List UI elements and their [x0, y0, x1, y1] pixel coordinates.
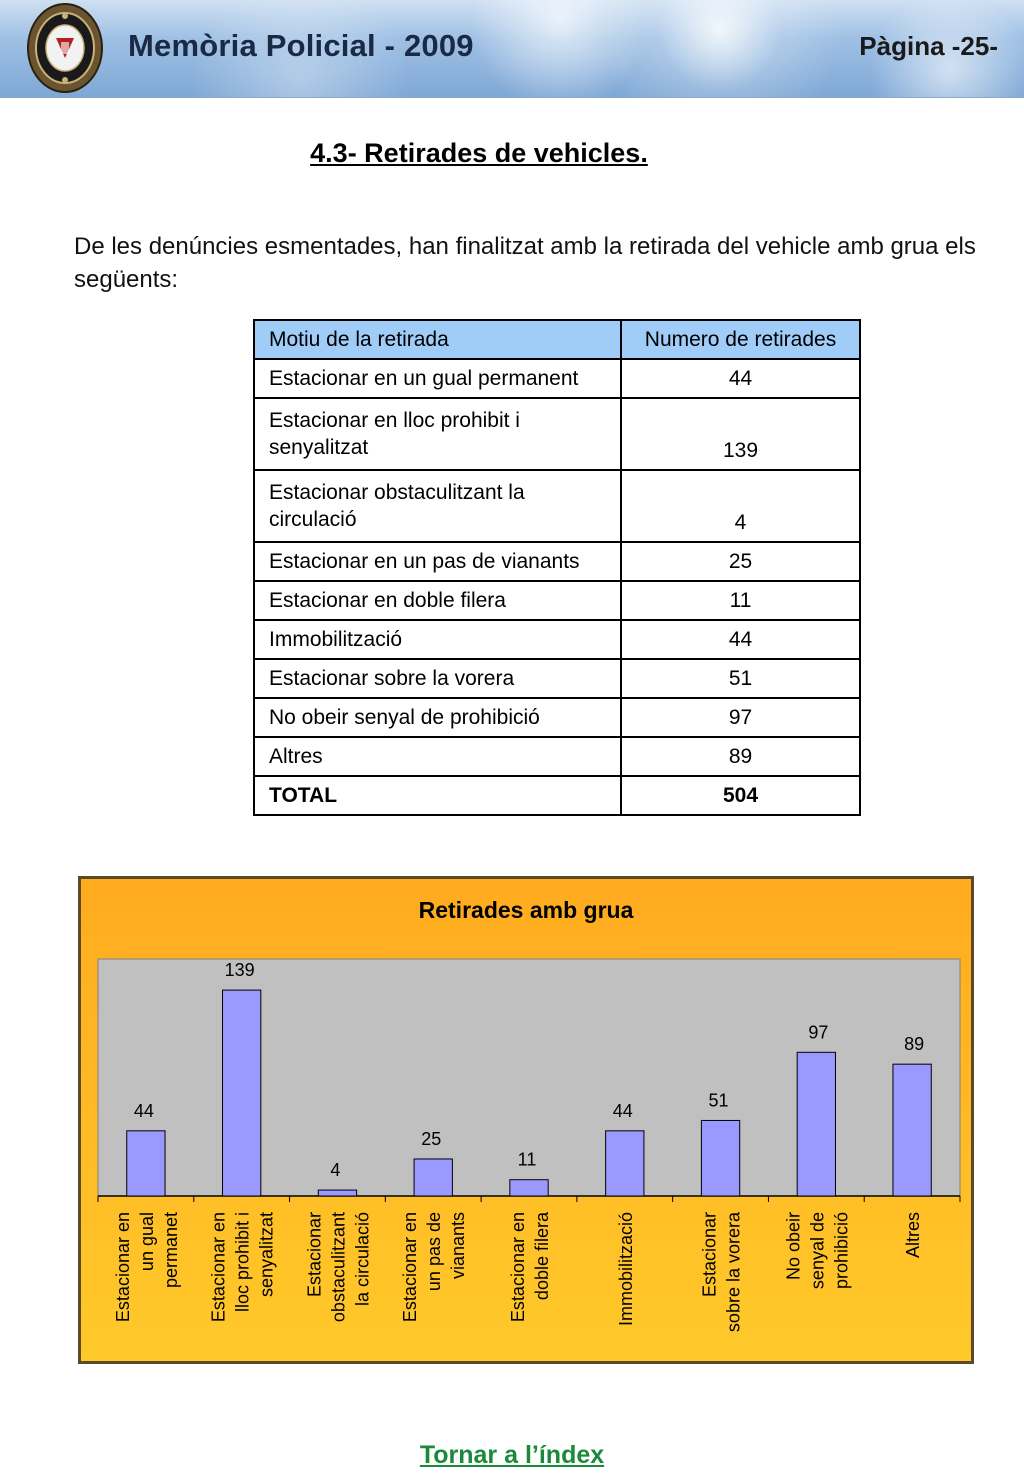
category-label-line: Estacionar en: [400, 1212, 421, 1323]
cell-motiu: Estacionar en un pas de vianants: [254, 542, 621, 581]
table-row: [254, 698, 860, 737]
cell-valor: 139: [621, 398, 860, 470]
category-label-line: un pas de: [424, 1212, 445, 1292]
cell-valor: 44: [621, 359, 860, 398]
cell-valor: 51: [621, 659, 860, 698]
table-row: [254, 737, 860, 776]
cell-total-value: 504: [621, 776, 860, 815]
data-label: 4: [330, 1160, 341, 1181]
category-label-line: Estacionar en: [508, 1212, 528, 1323]
chart-canvas: [81, 879, 971, 1361]
table-total-row: [254, 776, 860, 815]
cell-motiu: Estacionar sobre la vorera: [254, 659, 621, 698]
table-row: [254, 581, 860, 620]
cell-valor: 11: [621, 581, 860, 620]
bar: [701, 1120, 739, 1196]
section-title: 4.3- Retirades de vehicles.: [310, 138, 648, 168]
data-label: 11: [517, 1149, 537, 1170]
document-title: Memòria Policial - 2009: [128, 28, 474, 63]
category-label: [783, 1212, 851, 1289]
category-label: [400, 1212, 468, 1322]
category-label-line: permanet: [160, 1212, 181, 1289]
bar: [893, 1064, 931, 1196]
category-label-line: Estacionar: [304, 1212, 325, 1298]
table-row: [254, 620, 860, 659]
cell-motiu: Estacionar en doble filera: [254, 581, 621, 620]
category-label-line: doble filera: [532, 1212, 552, 1301]
category-label-line: No obeir: [783, 1212, 804, 1281]
data-label: 89: [904, 1034, 925, 1055]
cell-motiu: Altres: [254, 737, 621, 776]
bar: [223, 990, 261, 1196]
cell-motiu: Estacionar en un gual permanent: [254, 359, 621, 398]
cell-total-label: TOTAL: [254, 776, 621, 815]
bar-chart: [78, 876, 974, 1364]
cell-motiu: Estacionar en lloc prohibit i senyalitzat: [254, 398, 621, 470]
page-header: [0, 0, 1024, 98]
intro-paragraph: De les denúncies esmentades, han finalitzat amb la retirada del vehicle amb grua els següents:: [74, 233, 976, 293]
category-label-line: Estacionar en: [208, 1212, 229, 1323]
category-label-line: vianants: [448, 1212, 469, 1280]
category-label-line: sobre la vorera: [723, 1212, 744, 1333]
data-label: 97: [808, 1022, 829, 1043]
category-label: [209, 1212, 277, 1322]
cell-valor: 89: [621, 737, 860, 776]
category-label-line: lloc prohibit i: [232, 1212, 253, 1313]
cell-motiu: Estacionar obstaculitzant la circulació: [254, 470, 621, 542]
bar: [318, 1190, 356, 1196]
category-label: [304, 1212, 372, 1322]
page-number: Pàgina -25-: [859, 31, 998, 61]
column-header-numero: Numero de retirades: [621, 320, 860, 359]
category-label-line: un gual: [136, 1212, 157, 1272]
table-row: [254, 542, 860, 581]
table-row: [254, 359, 860, 398]
table-row: [254, 470, 860, 542]
category-label-line: prohibició: [831, 1212, 852, 1290]
category-label-line: Altres: [903, 1212, 924, 1259]
table-row: [254, 659, 860, 698]
bar: [414, 1159, 452, 1196]
category-label: [903, 1212, 923, 1258]
back-to-index-link[interactable]: Tornar a l’índex: [419, 1441, 605, 1469]
category-label: [700, 1211, 744, 1332]
category-label-line: obstaculitzant: [328, 1212, 349, 1323]
cell-motiu: No obeir senyal de prohibició: [254, 698, 621, 737]
cell-valor: 44: [621, 620, 860, 659]
cell-valor: 25: [621, 542, 860, 581]
category-label-line: senyalitzat: [256, 1212, 277, 1298]
category-label-line: senyal de: [807, 1212, 828, 1290]
bar: [606, 1131, 644, 1196]
category-label: [113, 1212, 181, 1322]
data-label: 139: [224, 960, 255, 981]
column-header-motiu: Motiu de la retirada: [254, 320, 621, 359]
retirades-table: [253, 319, 861, 816]
cell-valor: 97: [621, 698, 860, 737]
chart-title: Retirades amb grua: [418, 897, 634, 923]
data-label: 25: [421, 1128, 442, 1149]
category-label: [508, 1211, 552, 1322]
table-header-row: [254, 320, 860, 359]
cell-motiu: Immobilització: [254, 620, 621, 659]
category-label-line: Estacionar: [699, 1212, 720, 1298]
police-badge-logo: [26, 2, 104, 94]
data-label: 51: [708, 1090, 729, 1111]
bar: [797, 1052, 835, 1196]
table-row: [254, 398, 860, 470]
category-label: [616, 1212, 636, 1326]
bar: [510, 1180, 548, 1196]
category-label-line: Estacionar en: [112, 1212, 133, 1323]
bar: [127, 1131, 165, 1196]
data-label: 44: [612, 1100, 633, 1121]
cell-valor: 4: [621, 470, 860, 542]
category-label-line: la circulació: [352, 1212, 373, 1307]
category-label-line: Immobilització: [615, 1212, 636, 1327]
data-label: 44: [133, 1100, 154, 1121]
